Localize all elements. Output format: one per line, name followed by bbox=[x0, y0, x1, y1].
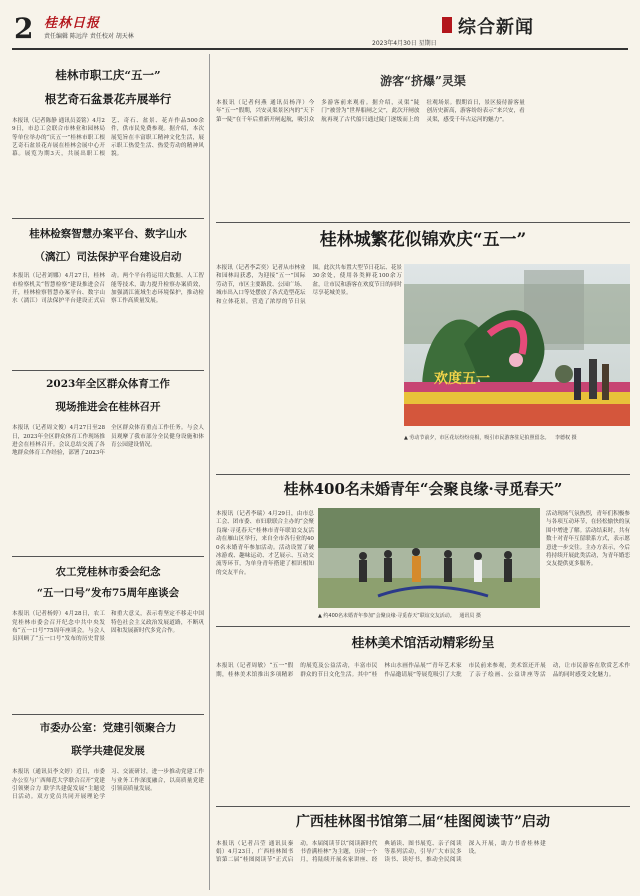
article-body: 本报讯（记者刘娜）4月27日，桂林市检察机关“智慧检察”建设推进会召开，桂林检察智慧办案平台、数字山水（漓江）司法保护平台建设正式启动。两个平台将运用大数据、人工智能等技术，助力提升检察办案质效，加强漓江流域生态环境保护，推动检察工作高质量发展。 bbox=[12, 273, 204, 305]
section-title: 综合新闻 bbox=[458, 17, 534, 38]
headline: 桂林美术馆活动精彩纷呈 bbox=[351, 636, 495, 651]
divider bbox=[12, 218, 204, 219]
photo-caption bbox=[318, 612, 540, 619]
divider bbox=[12, 556, 204, 557]
headline-line2: “五一口号”发布75周年座谈会 bbox=[36, 587, 180, 600]
headline: 广西桂林图书馆第二届“桂图阅读节”启动 bbox=[295, 814, 551, 830]
flower-display-photo bbox=[404, 264, 630, 426]
article-lingqu-canal bbox=[216, 58, 630, 222]
masthead-rule bbox=[12, 48, 628, 50]
article-body: 本报讯（记者李瑞）4月29日，由市总工会、团市委、市妇联联合主办的“会聚良缘·寻觅春天”桂林市青年联谊交友活动在雁山区举行，来自全市各行业的400名未婚青年参加活动。活动设置了破冰游戏、趣味运动、才艺展示、互动交流等环节，为单身青年搭建了相识相知的交友平台。 bbox=[216, 511, 314, 576]
headline-line2: 现场推进会在桂林召开 bbox=[55, 401, 161, 414]
article-party-building bbox=[12, 722, 204, 890]
editors-line: 责任编辑 陈远岸 责任校对 胡天林 bbox=[44, 33, 134, 40]
caption-text: ▲ 约400名未婚青年参加“会聚良缘·寻觅春天”联谊交友活动。 bbox=[318, 613, 455, 619]
matchmaking-illustration bbox=[318, 508, 540, 608]
photo-caption bbox=[404, 434, 630, 441]
article-peasants-workers-party bbox=[12, 566, 204, 702]
article-body: 本报讯（通讯员李文婷）近日，市委办公室与广西师范大学联合召开“党建引领聚合力 联学共建促发展”主题党日活动。双方党员共同开展理论学习、交流研讨，进一步推动党建工作与业务工作深度融合，以高质量党建引领高质量发展。 bbox=[12, 769, 204, 801]
headline-line2: 联学共建促发展 bbox=[71, 745, 145, 758]
article-body-continued: 活动现场气氛热烈，青年们积极参与各项互动环节，在轻松愉快的氛围中增进了解。活动结束时，共有数十对青年互留联系方式，表示愿意进一步交往。主办方表示，今后将持续开展此类活动，为青年婚恋交友提供更多服务。 bbox=[546, 511, 630, 568]
article-mass-sports bbox=[12, 378, 204, 538]
divider bbox=[216, 626, 630, 627]
matchmaking-event-photo bbox=[318, 508, 540, 608]
headline-line1: 2023年全区群众体育工作 bbox=[46, 378, 170, 390]
article-body: 本报讯（记者杨婷）4月28日，农工党桂林市委会召开纪念中共中央发布“五一口号”75周年座谈会。与会人员回顾了“五一口号”发布的历史背景和重大意义，表示将坚定不移走中国特色社会主义政治发展道路，不断巩固和发展新时代多党合作。 bbox=[12, 611, 204, 643]
left-column-divider bbox=[209, 54, 210, 890]
headline-line1: 农工党桂林市委会纪念 bbox=[55, 566, 161, 578]
section-divider-bar bbox=[442, 17, 452, 33]
issue-date: 2023年4月30日 星期日 bbox=[372, 40, 437, 47]
masthead bbox=[0, 0, 640, 50]
photo-credit: 通讯员 摄 bbox=[459, 613, 481, 619]
article-library-reading-festival bbox=[216, 812, 630, 892]
article-body: 本报讯（记者周文俊）4月27日至28日，2023年全区群众体育工作现场推进会在桂林召开。会议总结交流了各地群众体育工作经验，部署了2023年全区群众体育重点工作任务。与会人员观摩了我市部分全民健身设施和体育公园建设情况。 bbox=[12, 425, 204, 457]
article-body: 本报讯（记者李芸奕）记者从市林业和园林局获悉，为迎接“五一”国际劳动节，市区主要路段、公园广场、城市出入口等处摆放了各式造型花坛和立体花景，营造了浓厚的节日氛围。此次共布置大型节日花坛、花景30余处，使用各类鲜花100余万盆，让市民和游客在欢度节日的同时尽享花城美景。 bbox=[216, 265, 402, 305]
headline: 桂林400名未婚青年“会聚良缘·寻觅春天” bbox=[283, 480, 563, 498]
page-number: 2 bbox=[14, 12, 34, 45]
article-procuratorate-platform bbox=[12, 228, 204, 358]
headline-line1: 市委办公室：党建引领聚合力 bbox=[39, 722, 177, 734]
article-body: 本报讯（记者周敏）“五一”假期，桂林美术馆推出多项精彩的展览及公益活动，丰富市民群众的节日文化生活。其中“桂林山水画作品展”“青年艺术家作品邀请展”等展览吸引了大批市民前来参观，美术馆还开展了亲子绘画、公益讲座等活动，让市民游客在欣赏艺术作品的同时感受文化魅力。 bbox=[216, 663, 630, 678]
flower-sign-text: 欢度五一 bbox=[434, 371, 490, 387]
headline-line1: 桂林检察智慧办案平台、数字山水 bbox=[29, 228, 187, 240]
divider bbox=[12, 370, 204, 371]
article-body: 本报讯（记者何燕 通讯员杨洋）今年“五一”假期，兴安灵渠景区内的“天下第一陡”在千年后重新开闸起航，吸引众多游客前来观看。据介绍，灵渠“陡门”被誉为“世界船闸之父”，此次开闸放航再现了古代船只通过陡门逐级而上的壮观场景。假期首日，景区接待游客量创历史新高，游客纷纷表示“来兴安，看灵渠，感受千年古运河的魅力”。 bbox=[216, 100, 525, 123]
newspaper-logo: 桂林日报 bbox=[44, 16, 101, 31]
headline: 桂林城繁花似锦欢庆“五一” bbox=[319, 230, 527, 250]
flower-display-illustration bbox=[404, 264, 630, 426]
divider bbox=[12, 714, 204, 715]
headline-line1: 桂林市职工庆“五一” bbox=[55, 68, 161, 82]
headline-line2: （漓江）司法保护平台建设启动 bbox=[34, 251, 182, 264]
headline-line2: 根艺奇石盆景花卉展举行 bbox=[44, 92, 172, 107]
article-workers-exhibition bbox=[12, 68, 204, 218]
divider bbox=[216, 474, 630, 475]
article-body: 本报讯（记者陈静 通讯员姜铭）4月29日，市总工会联合市林业和园林局等单位举办的“庆五一”桂林市职工根艺奇石盆景花卉展在桂林会展中心开幕。展览为期3天，共展出职工根艺、奇石、盆景、花卉作品500余件，供市民免费参观。据介绍，本次展览旨在丰富职工精神文化生活，展示职工热爱生活、热爱劳动的精神风貌。 bbox=[12, 117, 204, 158]
article-art-museum bbox=[216, 630, 630, 806]
caption-text: ▲ 劳动节前夕，市区花坛纷纷亮相，吸引市民游客驻足拍照留念。 bbox=[404, 435, 550, 441]
photo-credit: 李德权 摄 bbox=[555, 435, 577, 441]
divider bbox=[216, 222, 630, 223]
divider bbox=[216, 806, 630, 807]
subheadline: 游客“挤爆”灵渠 bbox=[380, 74, 466, 88]
article-body: 本报讯（记者吕莹 通讯员秦娟）4月23日，广西桂林图书馆第二届“桂图阅读节”正式启动。本届阅读节以“阅读新时代 书香满桂林”为主题，历时一个月，将陆续开展名家讲座、经典诵读、图书展览、亲子阅读等系列活动，引导广大市民多读书、读好书，推动全民阅读深入开展，助力书香桂林建设。 bbox=[216, 840, 546, 864]
